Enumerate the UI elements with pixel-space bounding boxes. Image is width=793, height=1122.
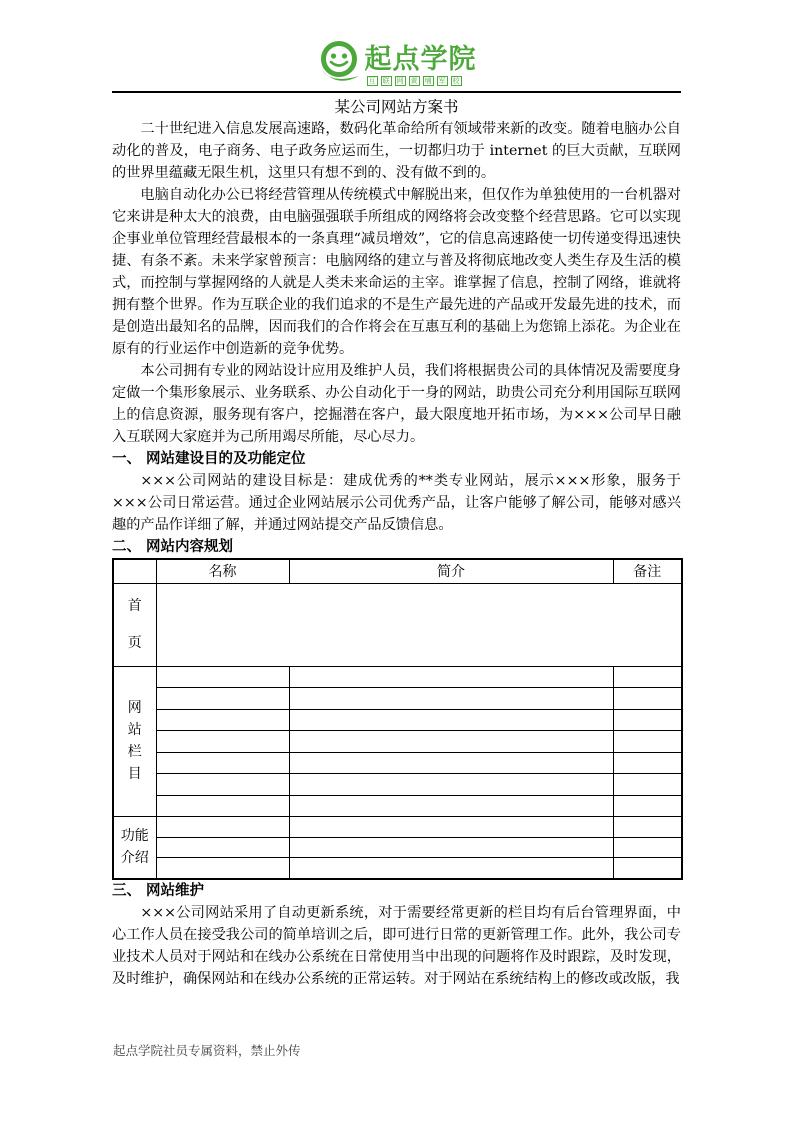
logo-subtitle-char: 黄 — [410, 76, 418, 85]
intro-paragraph-3: 本公司拥有专业的网站设计应用及维护人员，我们将根据贵公司的具体情况及需要度身定做一个集形象展示、业务联系、办公自动化于一身的网站，助贵公司充分利用国际互联网上的信息资源，服务现有客户，挖掘潜在客户，最大限度地开拓市场，为×××公司早日融入互联网大家庭并为己所用竭尽所能，尽心尽力。 — [112, 363, 681, 445]
content-plan-table — [112, 558, 683, 880]
table-header-row — [113, 559, 682, 583]
table-row — [113, 795, 682, 817]
section-1-body: ×××公司网站的建设目标是：建成优秀的**类专业网站，展示×××形象，服务于×××公司日常运营。通过企业网站展示公司优秀产品，让客户能够了解公司，能够对感兴趣的产品作详细了解，并通过网站提交产品反馈信息。 — [112, 473, 681, 533]
table-cell-empty — [156, 731, 289, 753]
table-cell-empty — [156, 795, 289, 817]
table-cell-empty — [289, 858, 613, 879]
label-char: 网 — [127, 699, 142, 716]
intro-paragraph-1: 二十世纪进入信息发展高速路，数码化革命给所有领域带来新的改变。随着电脑办公自动化的普及，电子商务、电子政务应运而生，一切都归功于 internet 的巨大贡献，互联网的世界里蕴藏无限生机，这里只有想不到的、没有做不到的。 — [112, 121, 681, 181]
table-cell-empty — [156, 583, 682, 666]
table-cell-empty — [156, 709, 289, 731]
table-cell-empty — [289, 837, 613, 858]
table-row — [113, 709, 682, 731]
intro-paragraph-2: 电脑自动化办公已将经营管理从传统模式中解脱出来，但仅作为单独使用的一台机器对它来讲是种太大的浪费，由电脑强强联手所组成的网络将会改变整个经营思路。它可以实现企事业单位管理经营最根本的一条真理“减员增效”，它的信息高速路使一切传递变得迅速快捷、有条不紊。未来学家曾预言：电脑网络的建立与普及将彻底地改变人类生存及生活的模式，而控制与掌握网络的人就是人类未来命运的主宰。谁掌握了信息，控制了网络，谁就将拥有整个世界。作为互联企业的我们追求的不是生产最先进的产品或开发最先进的技术，而是创造出最知名的品牌，因而我们的合作将会在互惠互利的基础上为您锦上添花。为企业在原有的行业运作中创造新的竞争优势。 — [112, 187, 681, 357]
table-cell-empty — [289, 752, 613, 774]
label-line: 介绍 — [120, 849, 149, 866]
logo-subtitle-char: 军 — [438, 76, 446, 85]
section-heading-2: 二、 网站内容规划 — [112, 539, 234, 555]
row-group-label-site-columns — [113, 666, 156, 817]
table-cell-empty — [613, 731, 682, 753]
row-group-label-home — [113, 583, 156, 666]
table-row — [113, 666, 682, 688]
table-row — [113, 817, 682, 838]
table-header-remark: 备注 — [613, 559, 682, 583]
table-header-name: 名称 — [156, 559, 289, 583]
row-group-label-features — [113, 817, 156, 879]
logo-subtitle-char: 校 — [452, 76, 460, 85]
table-row — [113, 837, 682, 858]
table-cell-empty — [156, 858, 289, 879]
table-row — [113, 858, 682, 879]
section-heading-1: 一、 网站建设目的及功能定位 — [112, 451, 306, 467]
label-char: 页 — [127, 634, 142, 651]
table-row — [113, 583, 682, 666]
section-heading-3: 三、 网站维护 — [112, 882, 205, 899]
table-cell-empty — [156, 774, 289, 796]
table-row — [113, 752, 682, 774]
table-row — [113, 688, 682, 710]
label-char: 首 — [127, 597, 142, 614]
table-header-intro: 简介 — [289, 559, 613, 583]
table-cell-empty — [289, 774, 613, 796]
table-cell-empty — [613, 837, 682, 858]
table-cell-empty — [289, 709, 613, 731]
logo-subtitle — [367, 76, 462, 86]
logo-subtitle-char: 互 — [368, 76, 376, 85]
logo-subtitle-char: 埔 — [424, 76, 432, 85]
table-cell-empty — [613, 774, 682, 796]
table-cell-empty — [289, 817, 613, 838]
table-cell-empty — [156, 817, 289, 838]
table-cell-empty — [613, 688, 682, 710]
table-header-blank — [113, 559, 156, 583]
table-cell-empty — [613, 709, 682, 731]
label-char: 目 — [127, 765, 142, 782]
table-cell-empty — [289, 731, 613, 753]
table-cell-empty — [289, 795, 613, 817]
page-title: 某公司网站方案书 — [334, 98, 459, 116]
table-row — [113, 731, 682, 753]
table-cell-empty — [613, 858, 682, 879]
header-divider — [112, 91, 681, 93]
table-cell-empty — [613, 752, 682, 774]
table-cell-empty — [289, 666, 613, 688]
label-char: 栏 — [127, 743, 142, 760]
logo-title: 起点学院 — [364, 43, 477, 75]
table-cell-empty — [156, 666, 289, 688]
section-3-body: ×××公司网站采用了自动更新系统，对于需要经常更新的栏目均有后台管理界面，中心工作人员在接受我公司的简单培训之后，即可进行日常的更新管理工作。此外，我公司专业技术人员对于网站和在线办公系统在日常使用当中出现的问题将作及时跟踪，及时发现，及时维护，确保网站和在线办公系统的正常运转。对于网站在系统结构上的修改或改版，我 — [112, 904, 681, 987]
table-cell-empty — [613, 817, 682, 838]
table-cell-empty — [156, 837, 289, 858]
logo — [112, 40, 681, 90]
table-cell-empty — [613, 795, 682, 817]
table-cell-empty — [289, 688, 613, 710]
table-cell-empty — [613, 666, 682, 688]
footer-note: 起点学院社员专属资料，禁止外传 — [113, 1043, 301, 1058]
table-cell-empty — [156, 752, 289, 774]
logo-subtitle-char: 网 — [396, 76, 404, 85]
smiley-q-icon — [317, 39, 363, 91]
label-line: 功能 — [120, 827, 149, 844]
label-char: 站 — [127, 721, 142, 738]
table-cell-empty — [156, 688, 289, 710]
logo-subtitle-char: 联 — [382, 76, 390, 85]
table-row — [113, 774, 682, 796]
